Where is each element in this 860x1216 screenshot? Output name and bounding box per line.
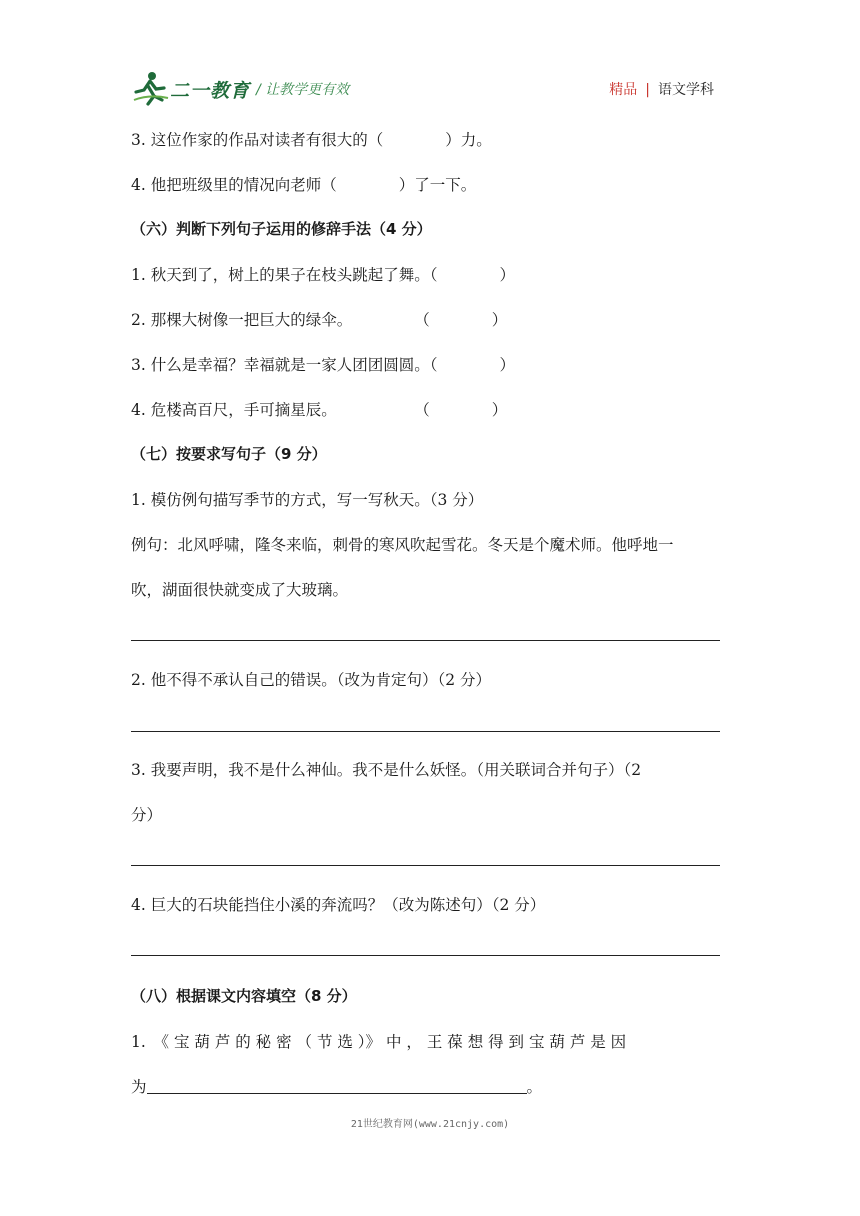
question-7-1-example-line-1: 例句：北风呼啸，隆冬来临，刺骨的寒风吹起雪花。冬天是个魔术师。他呼地一: [131, 536, 674, 554]
section-7-title: （七）按要求写句子（9 分）: [131, 445, 327, 463]
question-6-2: 2. 那棵大树像一把巨大的绿伞。 （ ）: [131, 311, 508, 329]
question-6-1: 1. 秋天到了，树上的果子在枝头跳起了舞。（ ）: [131, 266, 515, 284]
separator: |: [645, 82, 650, 98]
question-5-3: 3. 这位作家的作品对读者有很大的（ ）力。: [131, 131, 492, 149]
brand-label: 精品: [609, 82, 638, 98]
question-7-3-line-1: 3. 我要声明，我不是什么神仙。我不是什么妖怪。（用关联词合并句子）（2: [131, 761, 642, 779]
logo-text: 二一教育: [170, 80, 251, 102]
logo: [132, 70, 252, 106]
question-8-1-suffix: 。: [526, 1078, 543, 1096]
answer-line-7-3[interactable]: [131, 865, 720, 866]
question-8-1-prefix: 为: [131, 1078, 147, 1096]
question-7-3-line-2: 分）: [131, 806, 163, 824]
question-8-1-line-2: [131, 1075, 542, 1097]
question-5-4: 4. 他把班级里的情况向老师（ ）了一下。: [131, 176, 477, 194]
section-6-title: （六）判断下列句子运用的修辞手法（4 分）: [131, 220, 432, 238]
section-8-title: （八）根据课文内容填空（8 分）: [131, 987, 357, 1005]
subject-label: 语文学科: [658, 82, 714, 98]
brand-subject: [609, 79, 714, 99]
answer-line-7-2[interactable]: [131, 731, 720, 732]
question-6-3: 3. 什么是幸福？幸福就是一家人团团圆圆。（ ）: [131, 356, 515, 374]
page-footer: 21世纪教育网(www.21cnjy.com): [350, 1119, 510, 1130]
question-7-2: 2. 他不得不承认自己的错误。（改为肯定句）（2 分）: [131, 671, 492, 689]
slogan: / 让教学更有效: [256, 82, 350, 98]
answer-line-7-4[interactable]: [131, 955, 720, 956]
page-header: [132, 70, 722, 108]
question-7-1: 1. 模仿例句描写季节的方式，写一写秋天。（3 分）: [131, 491, 484, 509]
question-8-1-line-1: 1. 《 宝 葫 芦 的 秘 密 （ 节 选 ）》 中 ， 王 葆 想 得 到 宝 葫 芦 是 因: [131, 1033, 627, 1051]
question-7-1-example-line-2: 吹，湖面很快就变成了大玻璃。: [131, 581, 349, 599]
question-7-4: 4. 巨大的石块能挡住小溪的奔流吗？（改为陈述句）（2 分）: [131, 896, 546, 914]
runner-logo-icon: [132, 70, 172, 106]
question-6-4: 4. 危楼高百尺，手可摘星辰。 （ ）: [131, 401, 508, 419]
answer-blank-8-1[interactable]: [147, 1077, 527, 1094]
answer-line-7-1[interactable]: [131, 640, 720, 641]
